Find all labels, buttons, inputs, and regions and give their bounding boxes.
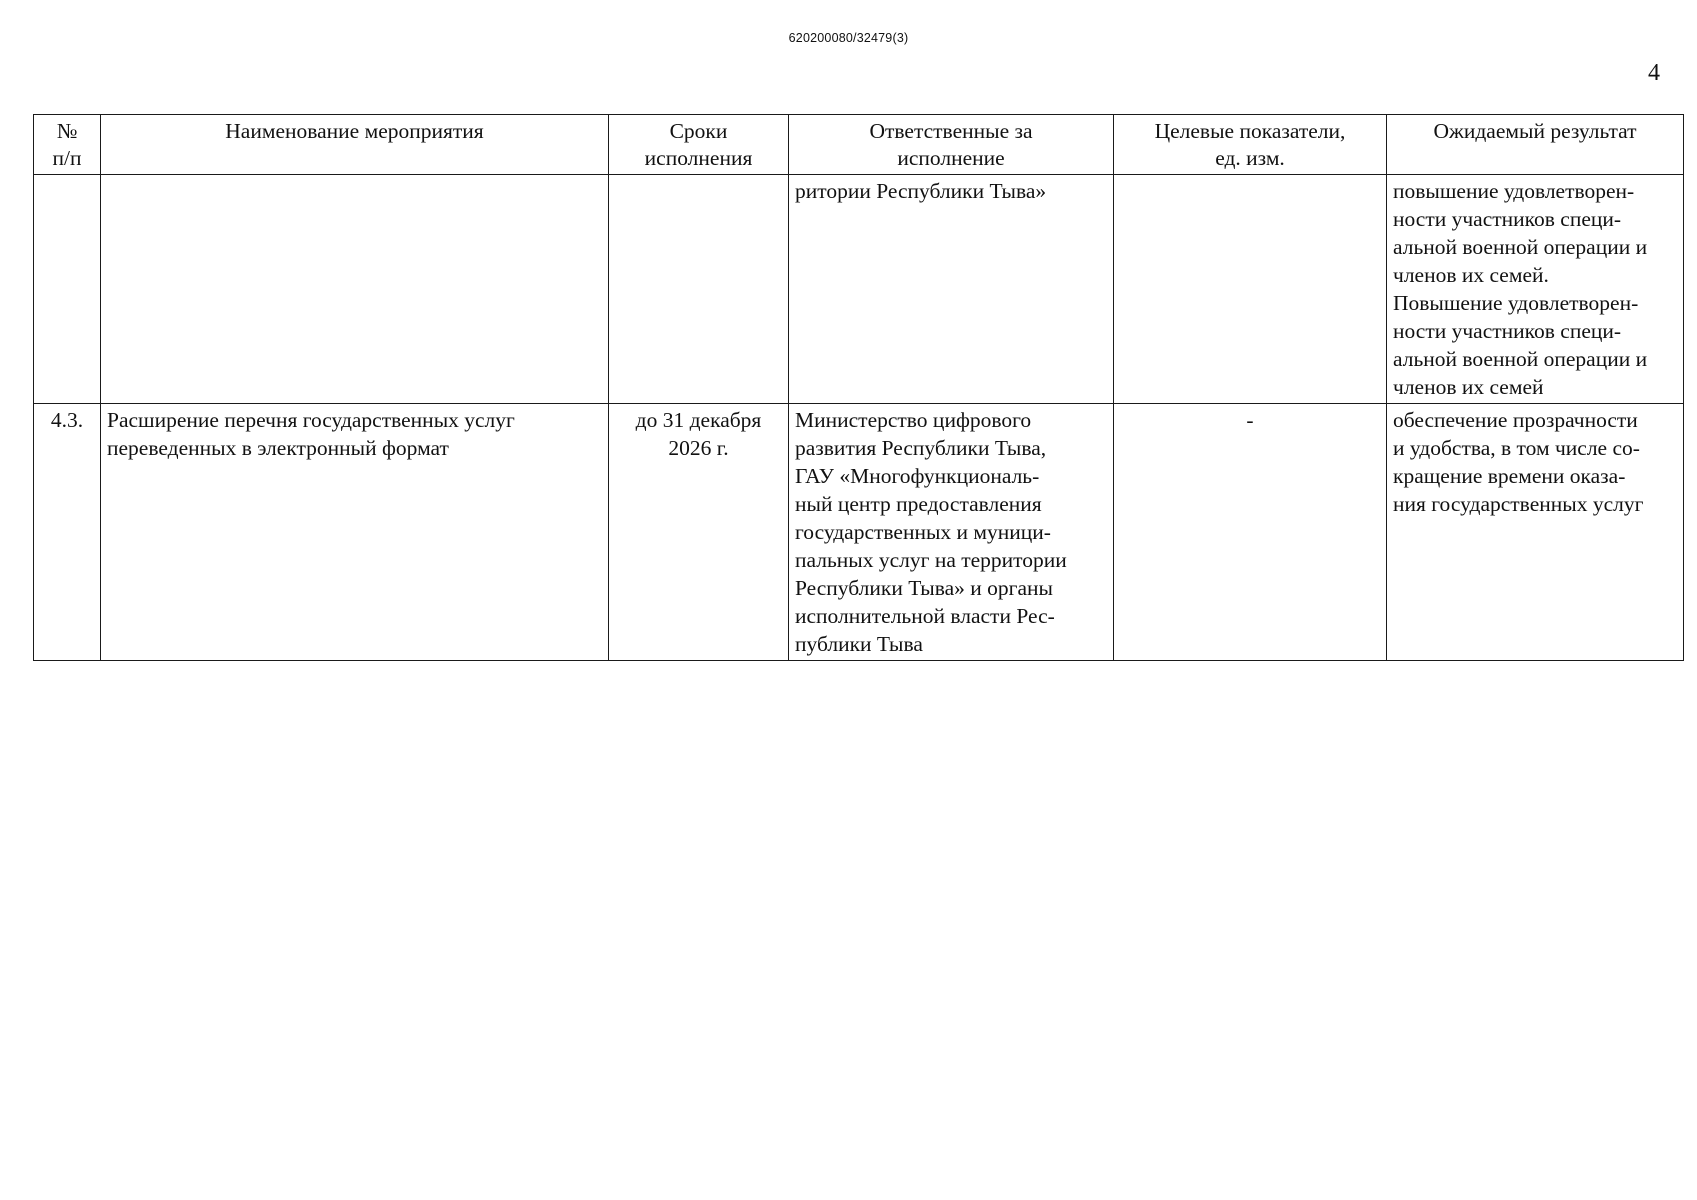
page-number: 4 [1648, 60, 1660, 86]
cell-responsible: Министерство цифрового развития Республики Тыва, ГАУ «Многофункциональ- ный центр предоставления государственных и муници- пальных услуг на территории Республики Тыва» и органы исполнительной власти Рес- публики Тыва [789, 404, 1114, 661]
cell-target-indicators: - [1114, 404, 1387, 661]
table-header [34, 115, 1684, 175]
cell-activity-name [101, 175, 609, 404]
cell-number [34, 175, 101, 404]
header-target-indicators: Целевые показатели, ед. изм. [1114, 115, 1387, 175]
header-row [34, 115, 1684, 175]
action-plan-table [33, 114, 1684, 661]
cell-deadline: до 31 декабря 2026 г. [609, 404, 789, 661]
cell-responsible: ритории Республики Тыва» [789, 175, 1114, 404]
table-body [34, 175, 1684, 661]
cell-expected-result: повышение удовлетворен- ности участников специ- альной военной операции и членов их семей. Повышение удовлетворен- ности участников специ- альной военной операции и членов их семей [1387, 175, 1684, 404]
header-deadline: Сроки исполнения [609, 115, 789, 175]
header-activity-name: Наименование мероприятия [101, 115, 609, 175]
header-number: № п/п [34, 115, 101, 175]
table-row [34, 175, 1684, 404]
cell-deadline [609, 175, 789, 404]
cell-target-indicators [1114, 175, 1387, 404]
header-expected-result: Ожидаемый результат [1387, 115, 1684, 175]
table-row [34, 404, 1684, 661]
cell-number: 4.3. [34, 404, 101, 661]
cell-activity-name: Расширение перечня государственных услуг переведенных в электронный формат [101, 404, 609, 661]
cell-expected-result: обеспечение прозрачности и удобства, в том числе со- кращение времени оказа- ния государственных услуг [1387, 404, 1684, 661]
header-responsible: Ответственные за исполнение [789, 115, 1114, 175]
document-registration-code: 620200080/32479(3) [788, 31, 909, 45]
